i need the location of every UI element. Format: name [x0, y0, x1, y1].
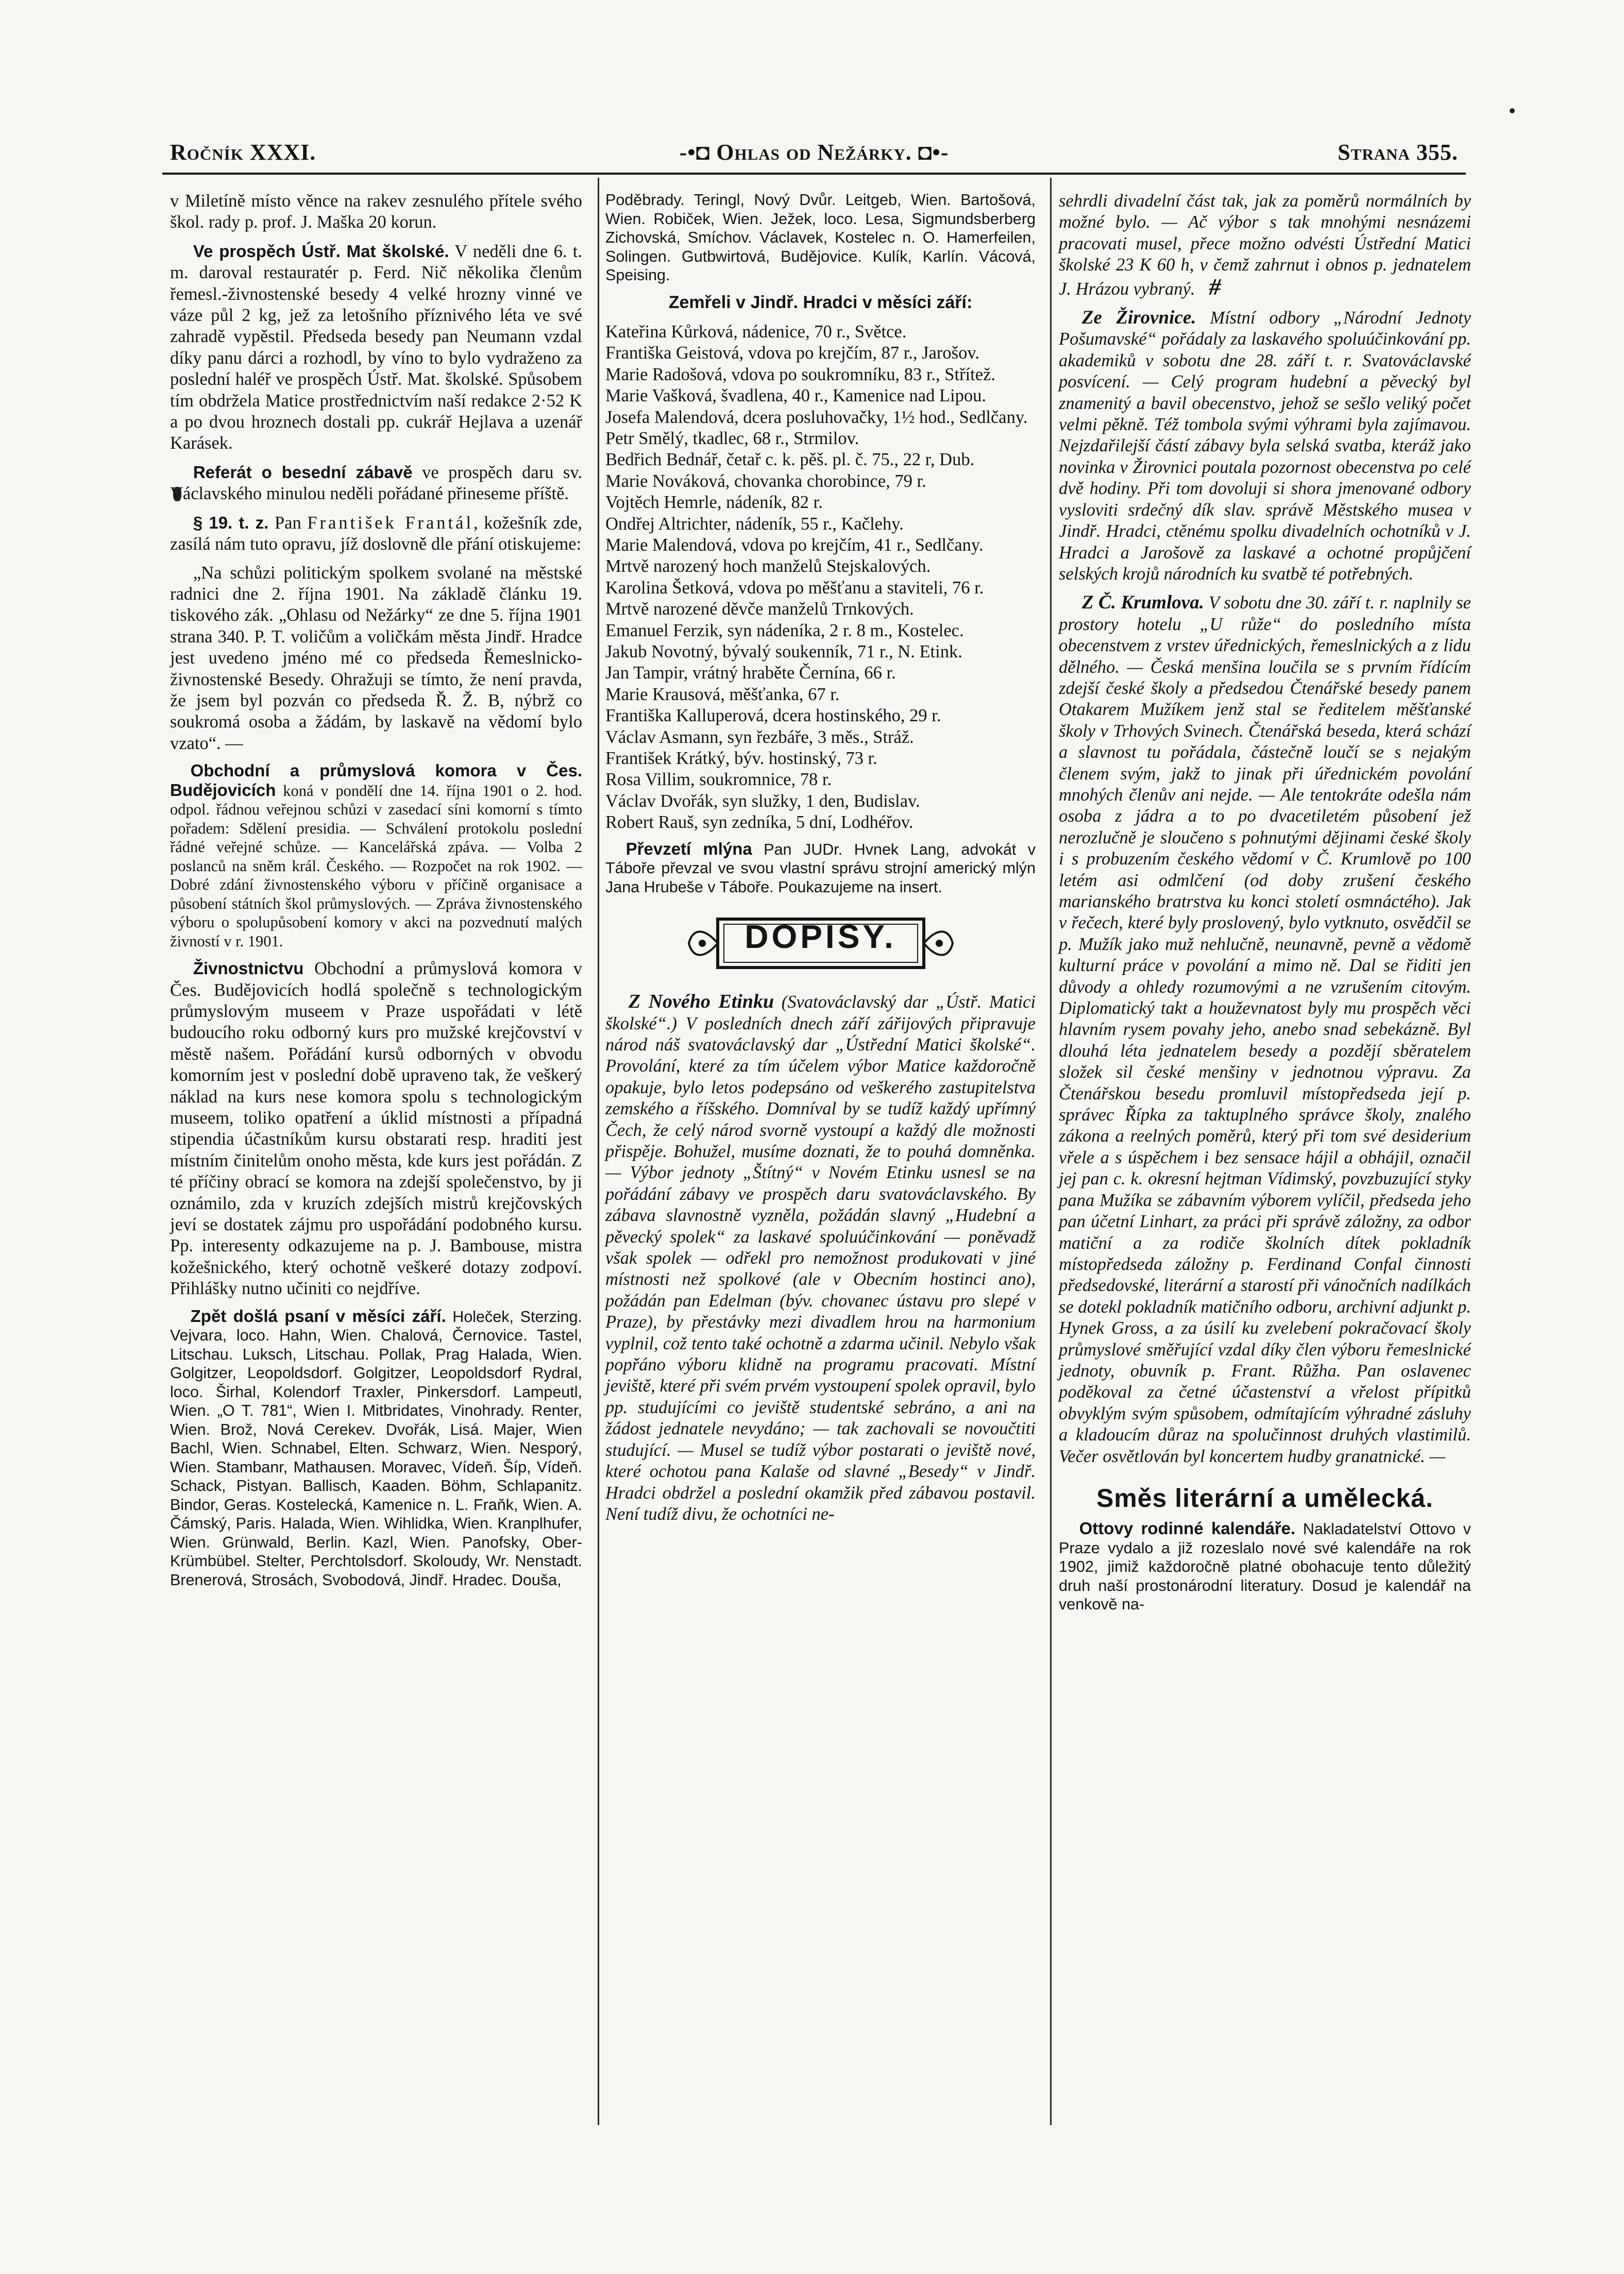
article-text: Nakladatelství Ottovo v Praze vydalo a již rozeslalo nové své kalendáře na rok 1902, jimiž každoročně platné obohacuje tento důležitý druh naší prostonárodní literatury. Dosud je kalendář na venkově na- — [1059, 1520, 1471, 1614]
list-item: Františka Geistová, vdova po krejčím, 87 r., Jarošov. — [605, 343, 979, 363]
article-text: Pan — [268, 513, 308, 533]
article-heading: § 19. t. z. — [193, 513, 269, 532]
column-divider — [598, 178, 599, 2125]
article-text: (Svatováclavský dar „Ústř. Matici školské“.) V posledních dnech září zářijových připravuje národ náš svatováclavský dar „Ústřední Matici školské“. Provolání, které za tím účelem výbor Matice každoročně opakuje, bylo letos podepsáno od veškerého zastupitelstva zemského a říšského. Domníval by se tudíž každý upřímný Čech, že celý národ svorně vystoupí a každý dle možnosti přispěje. Bohužel, musíme doznati, že to pouhá domněnka. — Výbor jednoty „Štítný“ v Novém Etinku usnesl se na pořádání zábavy ve prospěch daru svatováclavského. By zábava slavnostně vyzněla, požádán slavný „Hudební a pěvecký spolek“ za laskavé spoluúčinkování — poněvadž však spolek — odřekl pro nemožnost produkovati v jiné místnosti než spolkové (ale v Obecním hostinci ano), požádán pan Edelman (býv. chovanec ústavu pro slepé v Praze), by přestávky mezi divadlem hrou na harmonium vyplnil, což tento také ochotně a zdarma učinil. Nebylo však popřáno výboru klidně na programu pracovati. Místní jeviště, které při svém prvém vystoupení spolek opravil, bylo pp. studujícími co jeviště studentské sebráno, a ani na žádost jednatele nevydáno; — tak zachovali se novoučtiti studující. — Musel se tudíž výbor postarati o jeviště nové, které ochotou pana Kalaše od slavné „Besedy“ v Jindř. Hradci obdržel a poslední okamžik před zábavou postavil. Není tudíž divu, že ochotníci ne- — [605, 992, 1036, 1524]
list-item: Jakub Novotný, bývalý soukenník, 71 r., N. Etink. — [605, 642, 962, 661]
list-item: Rosa Villim, soukromnice, 78 r. — [605, 770, 832, 790]
section-title: DOPISY. — [745, 918, 896, 956]
letter-zirovnice — [1059, 307, 1471, 585]
list-item: Ondřej Altrichter, nádeník, 55 r., Kačlehy. — [605, 514, 904, 534]
article-heading: Ve prospěch Ústř. Mat školské. — [193, 241, 449, 261]
page-header — [170, 139, 1458, 175]
article-referat — [170, 462, 582, 505]
section-title: Směs literární a umělecká. — [1096, 1483, 1434, 1513]
article-text: V sobotu dne 30. září t. r. naplnily se prostory hotelu „U růže“ do posledního místa obecenstvem z vrstev úřednických, řemeslnických a z lidu dělného. — Česká menšina loučila se s prvním řídícím zdejší české školy a předsedou Čtenářské besedy panem Otakarem Mužíkem jenž stal se ředitelem měšťanské školy v Trhových Svinech. Čtenářská beseda, která schází a slavnost tu pořádala, částečně loučí se s nejakým členem svým, jakž to jinak při úřednickém povolání mnohých členův ani nejde. — Ale tentokráte odešla nám osoba z jádra a to po dvacetiletém působení jež nerozlučně je sloučeno s pohnutými dějinami české školy i s probuzením českého vědomí v Č. Krumlově po 100 letém asi odmlčení (od doby zrušení českého marianského bratrstva ku konci století osmnáctého). Jak v řečech, které byly proslovený, bylo vytknuto, osvědčil se p. Mužík jako muž nehlučně, neunavně, pevně a vědomě kulturní práce v povolání a mimo ně. Dal se řiditi jen důvody a ohledy rozumovými a ne vzrušením citovým. Diplomatický takt a houževnatost byly mu prospěch věci hlavním rysem povahy jeho, anebo snad sebekázně. Byl dlouhá léta jednatelem besedy a pozdějí sběratelem složek sil české menšiny v jednotnou výpravu. Za Čtenářskou besedu promluvil místopředseda její p. správec Řípka za taktuplného správce školy, znalého zákona a reelných poměrů, který při tom své desiderium vřele a s úspěchem i bez sensace hájil a obhájil, označil jej pan c. k. okresní hejtman Vídimský, povzbuzující styky pana Mužíka se zábavním výborem vylíčil, předseda jeho pan účetní Linhart, za práci při správě záložny, za odbor matiční a za rodiče školních dítek pokladník místopředseda záložny p. Ferdinand Confal činnosti předsedovské, literární a starostí při vánočních nadílkách se dotekl pokladník matičního odboru, archivní adjunkt p. Hynek Gross, a za úsilí ku zvelebení pokračovací školy průmyslové směřující vzdal díky člen výboru řemeslnické jednoty, obuvník p. Frant. Růžha. Pan oslavenec poděkoval za četné účastenství a vřelost přípitků obvyklým svým spůsobem, odmítajícím výhradné zásluhy a kladoucím důraz na spolučinnost druhých vlastimilů. Večer osvětlován byl koncertem hudby granatnické. — — [1059, 593, 1471, 1466]
article-heading: Z Nového Etinku — [628, 991, 774, 1013]
person-name: František Frantál — [307, 513, 474, 533]
dopisy-banner — [687, 915, 955, 972]
article-text: Holeček, Sterzing. Vejvara, loco. Hahn, Wien. Chalová, Černovice. Tastel, Litschau. Luksch, Litschau. Pollak, Prag Halada, Wien. Golgitzer, Leopoldsdorf. Golgitzer, Leopoldsdorf Rydral, loco. Širhal, Kolendorf Traxler, Pinkersdorf. Lampeutl, Wien. „O T. 781“, Wien I. Mitbridates, Vinohrady. Renter, Wien. Brož, Nová Cerekev. Dvořák, Lisá. Majer, Wien Bachl, Wien. Schnabel, Elten. Schwarz, Wien. Nesporý, Wien. Stambanr, Mathausen. Moravec, Vídeň. Šíp, Vídeň. Schack, Pistyan. Ballisch, Kaaden. Böhm, Schlapanitz. Bindor, Geras. Kostelecká, Kamenice n. L. Fraňk, Wien. A. Čámský, Paris. Halada, Wien. Wihlidka, Wien. Kranplhufer, Wien. Grünwald, Berlin. Kazl, Wien. Panofsky, Ober-Krümbübel. Stelter, Perchtolsdorf. Skoloudy, Wr. Nenstadt. Brenerová, Strosách, Svobodová, Jindř. Hradec. Douša, — [170, 1308, 582, 1589]
article-heading: Zpět došlá psaní v měsíci září. — [190, 1306, 446, 1326]
article-heading: Živnostnictvu — [193, 959, 304, 978]
end-mark: # — [1209, 273, 1221, 300]
list-item: Petr Smělý, tkadlec, 68 r., Strmilov. — [605, 428, 859, 448]
article-text: sehrdli divadelní část tak, jak za poměrů normálních by možné bylo. — Ač výbor s tak mnohými nesnázemi pracovati musel, přece možno odvésti Ústřední Matici školské 23 K 60 h, v čemž zahrnut i obnos p. jednatelem J. Hrázou vybraný. — [1059, 191, 1471, 299]
list-item: Marie Krausová, měšťanka, 67 r. — [605, 684, 840, 704]
list-item: Bedřich Bednář, četař c. k. pěš. pl. č. 75., 22 r, Dub. — [605, 450, 975, 470]
article-text: , kožešník zde, zasílá nám tuto opravu, jíž doslovně dle přání otiskujeme: — [170, 513, 583, 554]
article-text: Místní odbory „Národní Jednoty Pošumavské“ pořádaly za laskavého spoluúčinkování pp. akademiků v sobotu dne 28. září t. r. Svatováclavské posvícení. — Celý program hudební a pěvecký byl znamenitý a bavil obecenstvo, jehož se sešlo veliký počet velmi pěkně. Též tombola svými výhrami byla zajímavou. Nejzdařilejší částí zábavy byla selská svatba, kteráž jako novinka v Žirovnici poutala pozornost obecenstva po celé dvě hodiny. Při tom dovoluji si shora jmenované odbory vysloviti srdečný dík slav. správě Městského musea v Jindř. Hradci, ctěnému spolku divadelních ochotníků v J. Hradci a Jarošově za laskavé a ochotné propůjčení selských krojů národních ku svatbě té potřebných. — [1059, 308, 1471, 584]
list-item: Václav Asmann, syn řezbáře, 3 měs., Stráž. — [605, 727, 914, 747]
list-item: František Krátký, býv. hostinský, 73 r. — [605, 749, 877, 769]
list-item: Václav Dvořák, syn služky, 1 den, Budislav. — [605, 791, 920, 811]
list-item: Františka Kalluperová, dcera hostinského, 29 r. — [605, 706, 941, 726]
article-correction — [170, 512, 582, 555]
deaths-heading: Zemřeli v Jindř. Hradci v měsíci září: — [668, 292, 973, 312]
header-rule — [162, 173, 1466, 175]
list-item: Jan Tampir, vrátný hraběte Černína, 66 r. — [605, 663, 896, 683]
list-item: Marie Malendová, vdova po krejčím, 41 r., Sedlčany. — [605, 535, 984, 555]
article-heading: Převzetí mlýna — [625, 839, 752, 858]
letter-krumlov — [1059, 592, 1471, 1467]
article-mill — [605, 840, 1036, 897]
correction-quote: „Na schůzi politickým spolkem svolané na městské radnici dne 2. října 1901. Na základě článku 19. tiskového zák. „Ohlasu od Nežárky“ ze dne 5. října 1901 strana 340. P. T. voličům a voličkám města Jindř. Hradce jest uvedeno jméno mé co předseda Řemeslnicko-živnostenské Besedy. Ohražuji se tímto, že není pravda, že jsem byl pozván co předseda Ř. Ž. B, nýbrž co soukromá osoba a žádám, by laskavě na vědomí bylo vzato“. — — [170, 563, 582, 753]
letter-continued — [1059, 191, 1471, 300]
article-heading: Ze Žirovnice. — [1081, 307, 1196, 329]
article-matice — [170, 241, 582, 454]
page-number: Strana 355. — [1338, 140, 1458, 165]
article-trades — [170, 958, 582, 1300]
column-3 — [1059, 191, 1471, 1621]
list-item: Marie Vašková, švadlena, 40 r., Kamenice nad Lipou. — [605, 386, 986, 406]
list-item: Robert Rauš, syn zedníka, 5 dní, Lodhéřov. — [605, 812, 914, 833]
article-text: V neděli dne 6. t. m. daroval restauratér p. Ferd. Nič několika členům řemesl.-živnostenské besedy 4 velké hrozny vinné ve váze půl 2 kg, jež za letošního příznivého léta ve své zahradě vypěstil. Předseda besedy pan Neumann vzdal díky panu dárci a rozhodl, by víno to bylo vydraženo za poslední haléř ve prospěch Ústř. Mat. školské. Spůsobem tím obdržela Matice prostřednictvím naší redakce 2·52 K a po dvou hroznech dostali pp. cukrář Hejlava a uzenář Karásek. — [170, 241, 582, 453]
list-item: Vojtěch Hemrle, nádeník, 82 r. — [605, 493, 823, 513]
list-item: Kateřina Kůrková, nádenice, 70 r., Světce. — [605, 321, 907, 342]
article-heading: Z Č. Krumlova. — [1081, 592, 1204, 614]
volume-label: Ročník XXXI. — [170, 140, 316, 165]
article-heading: Ottovy rodinné kalendáře. — [1079, 1519, 1296, 1538]
article-text: koná v pondělí dne 14. října 1901 o 2. hod. odpol. řádnou veřejnou schůzi v zasedací síni komorní s tímto pořadem: Sdělení presidia. — Schválení protokolu poslední řádné veřejné schůze. — Kancelářská zpáva. — Volba 2 poslanců na sněm král. Českého. — Rozpočet na rok 1902. — Dobré zdání živnostenského výboru v příčině organisace a působení státních škol průmyslových. — Zpráva živnostenského výboru o spolupůsobení komory v akci na pozvednutí malých živností v r. 1901. — [170, 782, 582, 950]
article-text: ve prospěch daru sv. Václavského minulou neděli pořádané přineseme příště. — [170, 462, 582, 504]
column-2 — [605, 191, 1036, 1532]
article-chamber — [170, 761, 582, 951]
deaths-list — [605, 321, 1036, 834]
article-heading: Referát o besední zábavě — [193, 462, 413, 482]
column-1 — [170, 191, 582, 1597]
list-item: Karolina Šetková, vdova po měšťanu a staviteli, 76 r. — [605, 578, 984, 598]
list-item: Mrtvě narozené děvče manželů Trnkových. — [605, 599, 914, 619]
article-text: Pan JUDr. Hvnek Lang, advokát v Táboře převzal ve svou vlastní správu strojní americký mlýn Jana Hrubeše v Táboře. Poukazujeme na insert. — [605, 840, 1036, 896]
column-divider — [1050, 178, 1052, 2125]
article-heading: Obchodní a průmyslová komora v Čes. Budějovicích — [170, 761, 582, 800]
list-item: Josefa Malendová, dcera posluhovačky, 1½ hod., Sedlčany. — [605, 407, 1028, 427]
newspaper-title: -•◘ Ohlas od Nežárky. ◘•- — [679, 140, 949, 165]
article-wreath: v Miletíně místo věnce na rakev zesnulého přítele svého škol. rady p. prof. J. Maška 20 korun. — [170, 191, 582, 232]
list-item: Marie Radošová, vdova po soukromníku, 83 r., Střítež. — [605, 364, 995, 384]
article-text: Obchodní a průmyslová komora v Čes. Budějovicích hodlá společně s technologickým průmyslovým museem v Praze uspořádati v létě budoucího roku odborný kurs pro mužské krejčovství v městě našem. Pořádání kursů odborných v obvodu komorním jest v poslední době upraveno tak, že veškerý náklad na kurs nese komora spolu s technologickým museem, toliko opatření a úklid místnosti a případná stipendia účastníkům kursu obstarati resp. hraditi jest místním činitelům onoho města, kde kurs jest pořádán. Z té příčiny obrací se komora na zdejší společenstvo, by ji oznámilo, zda v kruzích zdejších mistrů krejčovských jeví se dostatek zájmu pro uspořádání podobného kursu. Pp. interesenty odkazujeme na p. J. Bambouse, mistra kožešnického, který ochotně veškeré dotazy zodpoví. Přihlášky nutno učiniti co nejdříve. — [170, 959, 582, 1299]
list-item: Mrtvě narozený hoch manželů Stejskalových. — [605, 556, 931, 576]
list-item: Marie Nováková, chovanka chorobince, 79 r. — [605, 471, 926, 491]
article-calendars — [1059, 1519, 1471, 1614]
list-item: Emanuel Ferzik, syn nádeníka, 2 r. 8 m., Kostelec. — [605, 620, 964, 640]
print-speck — [1510, 108, 1515, 113]
returned-letters-continued: Poděbrady. Teringl, Nový Dvůr. Leitgeb, Wien. Bartošová, Wien. Robiček, Wien. Ježek, loco. Lesa, Sigmundsberberg Zichovská, Smíchov. Václavek, Kostelec n. O. Hamerfeilen, Solingen. Gutbwirtová, Budějovice. Kulík, Karlín. Vácová, Speising. — [605, 191, 1036, 284]
letter-novy-etink — [605, 991, 1036, 1525]
article-returned-letters — [170, 1307, 582, 1590]
